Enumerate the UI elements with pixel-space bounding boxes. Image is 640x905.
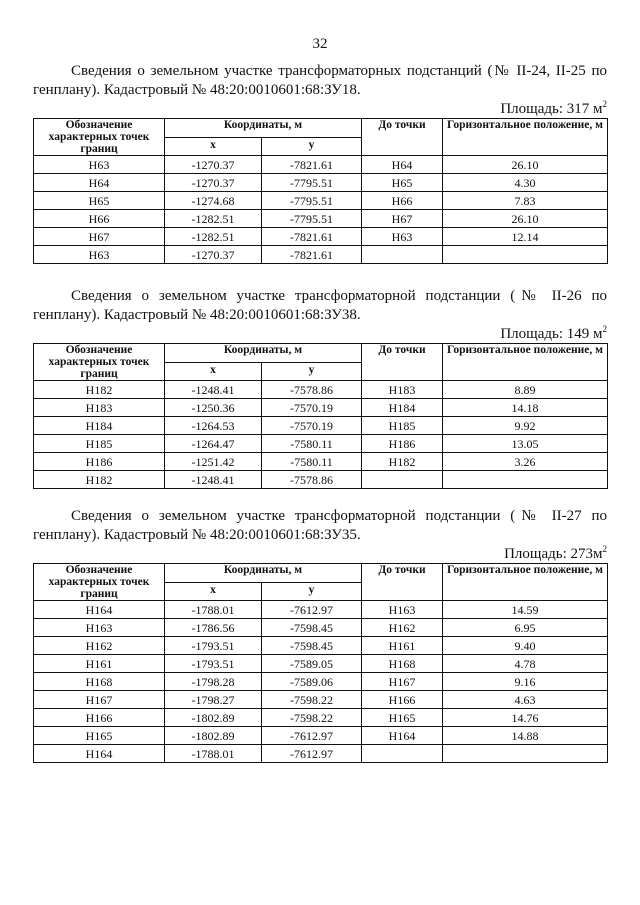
cell-x: -1788.01 <box>165 601 262 619</box>
cell-to-point: Н186 <box>362 435 443 453</box>
cell-to-point: Н168 <box>362 655 443 673</box>
cell-y: -7578.86 <box>262 381 362 399</box>
coordinates-table <box>33 343 608 489</box>
cell-distance: 9.16 <box>443 673 608 691</box>
cell-to-point: Н184 <box>362 399 443 417</box>
cell-to-point: Н165 <box>362 709 443 727</box>
table-row <box>34 453 608 471</box>
table-row <box>34 210 608 228</box>
cell-distance: 4.30 <box>443 174 608 192</box>
table-row <box>34 192 608 210</box>
cell-x: -1248.41 <box>165 381 262 399</box>
cell-point: Н167 <box>34 691 165 709</box>
cell-distance: 14.18 <box>443 399 608 417</box>
table-row <box>34 417 608 435</box>
cell-point: Н65 <box>34 192 165 210</box>
header-y: y <box>262 582 362 601</box>
table-row <box>34 246 608 264</box>
cell-point: Н182 <box>34 471 165 489</box>
cell-to-point: Н162 <box>362 619 443 637</box>
table-row <box>34 709 608 727</box>
cell-to-point <box>362 471 443 489</box>
cell-point: Н166 <box>34 709 165 727</box>
cell-y: -7612.97 <box>262 601 362 619</box>
cell-to-point: Н67 <box>362 210 443 228</box>
cell-distance: 9.92 <box>443 417 608 435</box>
table-row <box>34 381 608 399</box>
area-label <box>33 101 607 117</box>
cell-distance: 14.88 <box>443 727 608 745</box>
cell-to-point <box>362 246 443 264</box>
cell-distance: 12.14 <box>443 228 608 246</box>
coordinates-table <box>33 563 608 763</box>
cell-distance: 8.89 <box>443 381 608 399</box>
cell-distance <box>443 745 608 763</box>
table-row <box>34 601 608 619</box>
area-value: Площадь: 149 м <box>500 326 603 342</box>
cell-to-point: Н64 <box>362 156 443 174</box>
table-row <box>34 619 608 637</box>
cell-point: Н64 <box>34 174 165 192</box>
area-unit-superscript: 2 <box>602 544 607 554</box>
cell-x: -1270.37 <box>165 174 262 192</box>
table-body <box>34 156 608 264</box>
cell-x: -1274.68 <box>165 192 262 210</box>
cell-x: -1270.37 <box>165 246 262 264</box>
cell-to-point: Н182 <box>362 453 443 471</box>
header-horizontal: Горизонтальное положение, м <box>443 344 608 381</box>
header-coordinates: Координаты, м <box>165 119 362 138</box>
cell-distance: 7.83 <box>443 192 608 210</box>
table-row <box>34 673 608 691</box>
table-body <box>34 601 608 763</box>
cell-to-point: Н161 <box>362 637 443 655</box>
area-label <box>33 326 607 342</box>
cell-y: -7612.97 <box>262 745 362 763</box>
cell-distance: 9.40 <box>443 637 608 655</box>
cell-point: Н63 <box>34 246 165 264</box>
section-zu18 <box>33 62 607 264</box>
cell-to-point <box>362 745 443 763</box>
cell-to-point: Н166 <box>362 691 443 709</box>
cell-x: -1282.51 <box>165 210 262 228</box>
cell-to-point: Н183 <box>362 381 443 399</box>
cell-point: Н168 <box>34 673 165 691</box>
cell-point: Н162 <box>34 637 165 655</box>
table-row <box>34 471 608 489</box>
cell-distance: 4.63 <box>443 691 608 709</box>
cell-point: Н183 <box>34 399 165 417</box>
cell-x: -1264.53 <box>165 417 262 435</box>
cell-y: -7580.11 <box>262 435 362 453</box>
header-to-point: До точки <box>362 119 443 156</box>
cell-distance: 4.78 <box>443 655 608 673</box>
cell-x: -1251.42 <box>165 453 262 471</box>
cell-distance: 13.05 <box>443 435 608 453</box>
cell-y: -7589.06 <box>262 673 362 691</box>
header-to-point: До точки <box>362 564 443 601</box>
cell-point: Н165 <box>34 727 165 745</box>
header-x: x <box>165 362 262 381</box>
cell-y: -7821.61 <box>262 156 362 174</box>
cell-y: -7821.61 <box>262 246 362 264</box>
cell-x: -1793.51 <box>165 637 262 655</box>
cell-point: Н66 <box>34 210 165 228</box>
header-x: x <box>165 582 262 601</box>
cell-x: -1282.51 <box>165 228 262 246</box>
cell-x: -1786.56 <box>165 619 262 637</box>
area-unit-superscript: 2 <box>602 324 607 334</box>
cell-distance: 3.26 <box>443 453 608 471</box>
cell-to-point: Н163 <box>362 601 443 619</box>
cell-distance: 6.95 <box>443 619 608 637</box>
cell-point: Н63 <box>34 156 165 174</box>
header-designation: Обозначение характерных точек границ <box>34 119 165 156</box>
cell-point: Н182 <box>34 381 165 399</box>
cell-distance: 14.59 <box>443 601 608 619</box>
cell-x: -1264.47 <box>165 435 262 453</box>
coordinates-table <box>33 118 608 264</box>
header-designation: Обозначение характерных точек границ <box>34 564 165 601</box>
header-to-point: До точки <box>362 344 443 381</box>
table-body <box>34 381 608 489</box>
cell-y: -7795.51 <box>262 192 362 210</box>
cell-y: -7612.97 <box>262 727 362 745</box>
cell-y: -7598.22 <box>262 691 362 709</box>
header-coordinates: Координаты, м <box>165 344 362 363</box>
table-row <box>34 174 608 192</box>
cell-point: Н161 <box>34 655 165 673</box>
table-row <box>34 399 608 417</box>
cell-distance: 26.10 <box>443 156 608 174</box>
cell-y: -7589.05 <box>262 655 362 673</box>
table-row <box>34 228 608 246</box>
table-row <box>34 745 608 763</box>
cell-point: Н163 <box>34 619 165 637</box>
cell-x: -1248.41 <box>165 471 262 489</box>
table-row <box>34 727 608 745</box>
header-coordinates: Координаты, м <box>165 564 362 583</box>
cell-x: -1793.51 <box>165 655 262 673</box>
cell-y: -7795.51 <box>262 210 362 228</box>
cell-to-point: Н185 <box>362 417 443 435</box>
cell-distance <box>443 471 608 489</box>
header-horizontal: Горизонтальное положение, м <box>443 564 608 601</box>
cell-to-point: Н63 <box>362 228 443 246</box>
section-description: Сведения о земельном участке трансформаторной подстанции (№ II-26 по генплану). Кадастровый № 48:20:0010601:68:ЗУ38. <box>33 288 607 323</box>
area-value: Площадь: 317 м <box>500 101 603 117</box>
area-label <box>33 546 607 562</box>
area-unit-superscript: 2 <box>602 99 607 109</box>
header-designation: Обозначение характерных точек границ <box>34 344 165 381</box>
cell-point: Н164 <box>34 601 165 619</box>
cell-point: Н185 <box>34 435 165 453</box>
table-row <box>34 435 608 453</box>
cell-y: -7795.51 <box>262 174 362 192</box>
cell-y: -7598.22 <box>262 709 362 727</box>
section-description: Сведения о земельном участке трансформаторной подстанции (№ II-27 по генплану). Кадастровый № 48:20:0010601:68:ЗУ35. <box>33 508 607 543</box>
cell-point: Н164 <box>34 745 165 763</box>
header-y: y <box>262 137 362 156</box>
cell-y: -7578.86 <box>262 471 362 489</box>
table-row <box>34 691 608 709</box>
cell-y: -7821.61 <box>262 228 362 246</box>
cell-point: Н67 <box>34 228 165 246</box>
cell-x: -1802.89 <box>165 727 262 745</box>
cell-y: -7598.45 <box>262 619 362 637</box>
area-value: Площадь: 273м <box>504 546 603 562</box>
cell-y: -7598.45 <box>262 637 362 655</box>
page-number: 32 <box>312 36 328 52</box>
cell-point: Н186 <box>34 453 165 471</box>
cell-point: Н184 <box>34 417 165 435</box>
table-row <box>34 637 608 655</box>
cell-x: -1802.89 <box>165 709 262 727</box>
section-zu35 <box>33 507 607 763</box>
cell-distance: 14.76 <box>443 709 608 727</box>
table-row <box>34 156 608 174</box>
cell-to-point: Н65 <box>362 174 443 192</box>
cell-distance: 26.10 <box>443 210 608 228</box>
header-horizontal: Горизонтальное положение, м <box>443 119 608 156</box>
cell-x: -1270.37 <box>165 156 262 174</box>
table-row <box>34 655 608 673</box>
header-y: y <box>262 362 362 381</box>
section-description: Сведения о земельном участке трансформаторных подстанций (№ II-24, II-25 по генплану). Кадастровый № 48:20:0010601:68:ЗУ18. <box>33 63 607 98</box>
cell-x: -1250.36 <box>165 399 262 417</box>
cell-to-point: Н66 <box>362 192 443 210</box>
cell-y: -7570.19 <box>262 417 362 435</box>
cell-to-point: Н167 <box>362 673 443 691</box>
cell-x: -1788.01 <box>165 745 262 763</box>
section-zu38 <box>33 287 607 489</box>
header-x: x <box>165 137 262 156</box>
cell-x: -1798.28 <box>165 673 262 691</box>
cell-to-point: Н164 <box>362 727 443 745</box>
cell-distance <box>443 246 608 264</box>
cell-y: -7580.11 <box>262 453 362 471</box>
cell-y: -7570.19 <box>262 399 362 417</box>
cell-x: -1798.27 <box>165 691 262 709</box>
